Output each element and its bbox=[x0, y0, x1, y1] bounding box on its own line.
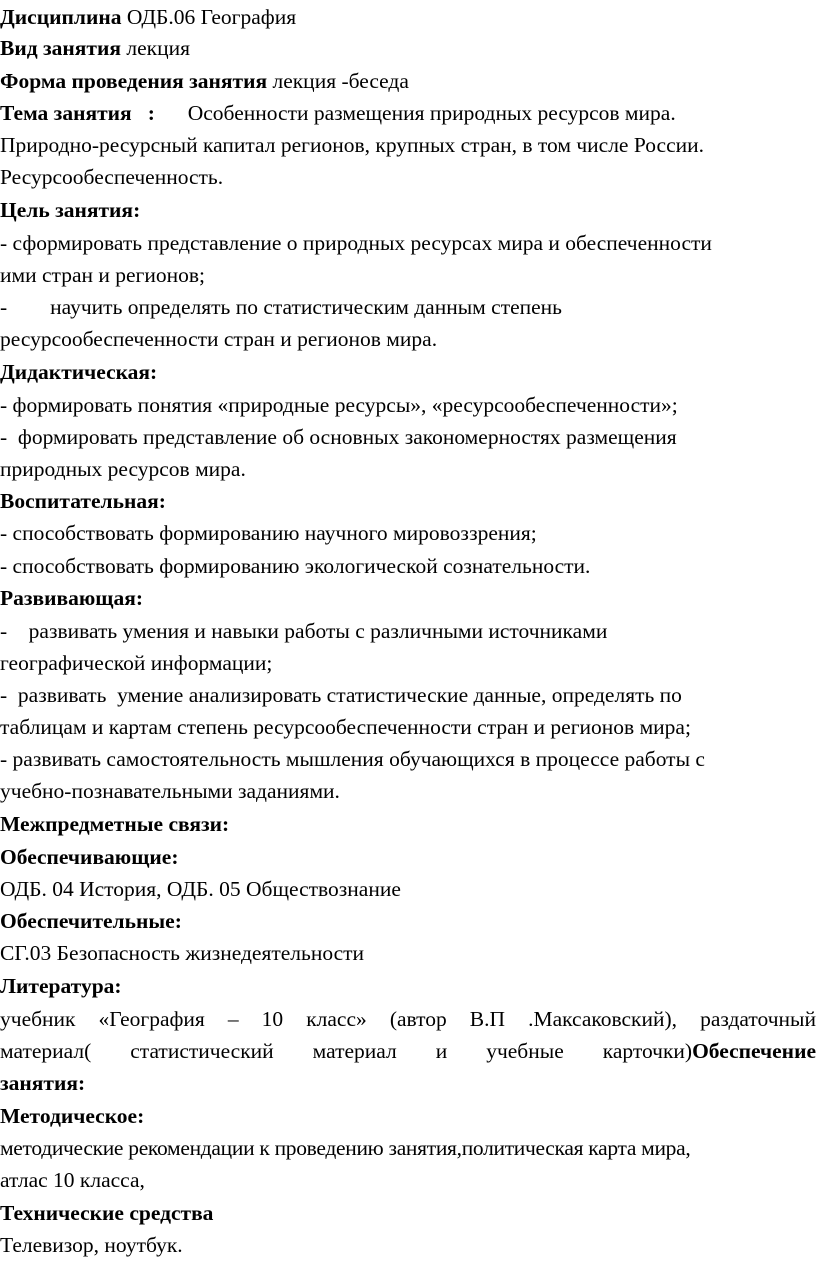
developing-line-5: - развивать самостоятельность мышления обучающихся в процессе работы с bbox=[0, 747, 705, 771]
developing-line-6: учебно-познавательными заданиями. bbox=[0, 779, 340, 803]
support-heading-part-2: занятия: bbox=[0, 1071, 86, 1095]
literature-heading: Литература: bbox=[0, 974, 122, 998]
developing-line-1: - развивать умения и навыки работы с различными источниками bbox=[0, 619, 608, 643]
technical-heading: Технические средства bbox=[0, 1201, 214, 1225]
providing-value: ОДБ. 04 История, ОДБ. 05 Обществознание bbox=[0, 877, 401, 901]
topic-line-1 bbox=[0, 98, 816, 128]
goal-line-4: ресурсообеспеченности стран и регионов мира. bbox=[0, 327, 438, 351]
developing-line-3: - развивать умение анализировать статистические данные, определять по bbox=[0, 683, 682, 707]
methodical-line-1: методические рекомендации к проведению занятия,политическая карта мира, bbox=[0, 1136, 691, 1160]
didactic-heading: Дидактическая: bbox=[0, 360, 158, 384]
lesson-form-label: Форма проведения занятия bbox=[0, 69, 268, 93]
provided-heading: Обеспечительные: bbox=[0, 909, 182, 933]
methodical-heading: Методическое: bbox=[0, 1104, 145, 1128]
goal-line-3: - научить определять по статистическим данным степень bbox=[0, 295, 562, 319]
didactic-line-3: природных ресурсов мира. bbox=[0, 457, 246, 481]
didactic-line-1: - формировать понятия «природные ресурсы», «ресурсообеспеченности»; bbox=[0, 393, 678, 417]
lesson-type-label: Вид занятия bbox=[0, 36, 121, 60]
educational-line-2: - способствовать формированию экологической сознательности. bbox=[0, 554, 591, 578]
topic-text-1: Особенности размещения природных ресурсов мира. bbox=[187, 101, 676, 125]
topic-line-2: Природно-ресурсный капитал регионов, крупных стран, в том числе России. bbox=[0, 133, 705, 157]
educational-line-1: - способствовать формированию научного мировоззрения; bbox=[0, 521, 537, 545]
literature-text-2: материал( статистический материал и учебные карточки) bbox=[0, 1039, 693, 1063]
discipline-value: ОДБ.06 География bbox=[126, 5, 297, 29]
discipline-label: Дисциплина bbox=[0, 5, 122, 29]
lesson-form-value: лекция -беседа bbox=[272, 69, 409, 93]
didactic-line-2: - формировать представление об основных закономерностях размещения bbox=[0, 425, 677, 449]
support-heading-part-1: Обеспечение bbox=[692, 1039, 816, 1063]
methodical-line-2: атлас 10 класса, bbox=[0, 1168, 145, 1192]
providing-heading: Обеспечивающие: bbox=[0, 845, 179, 869]
goal-line-1: - сформировать представление о природных ресурсах мира и обеспеченности bbox=[0, 231, 712, 255]
topic-label: Тема занятия : bbox=[0, 101, 155, 125]
goal-heading: Цель занятия: bbox=[0, 198, 141, 222]
developing-line-2: географической информации; bbox=[0, 651, 273, 675]
developing-line-4: таблицам и картам степень ресурсообеспеченности стран и регионов мира; bbox=[0, 715, 691, 739]
lesson-type-line bbox=[0, 33, 816, 63]
educational-heading: Воспитательная: bbox=[0, 489, 166, 513]
technical-value: Телевизор, ноутбук. bbox=[0, 1233, 183, 1257]
topic-line-3: Ресурсообеспеченность. bbox=[0, 165, 224, 189]
lesson-form-line bbox=[0, 66, 816, 96]
discipline-line bbox=[0, 2, 816, 32]
literature-line-1: учебник «География – 10 класс» (автор В.П .Максаковский), раздаточный bbox=[0, 1007, 816, 1031]
interdisciplinary-heading: Межпредметные связи: bbox=[0, 812, 230, 836]
provided-value: СГ.03 Безопасность жизнедеятельности bbox=[0, 941, 365, 965]
goal-line-2: ими стран и регионов; bbox=[0, 263, 205, 287]
lesson-type-value: лекция bbox=[126, 36, 190, 60]
developing-heading: Развивающая: bbox=[0, 586, 144, 610]
literature-line-2 bbox=[0, 1036, 816, 1066]
